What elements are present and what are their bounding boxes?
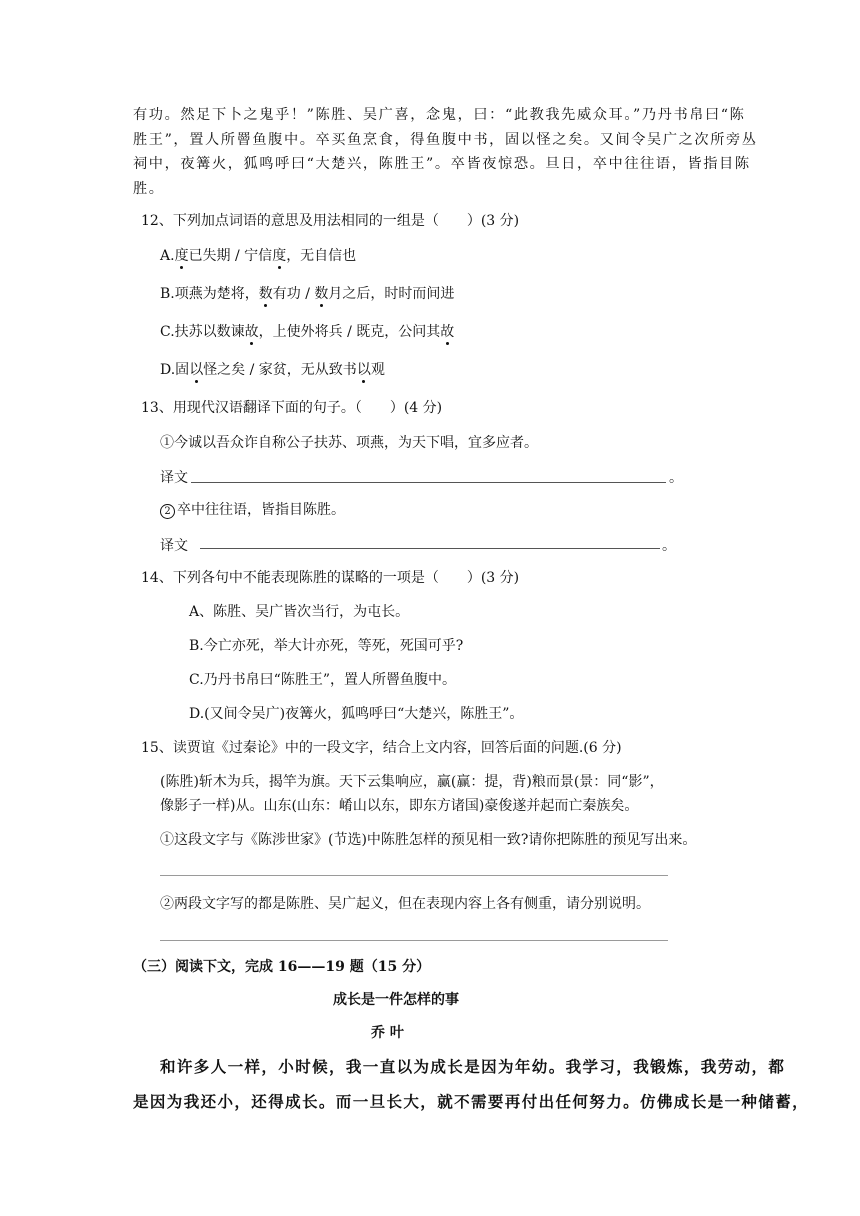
- article-body-line: 和许多人一样，小时候，我一直以为成长是因为年幼。我学习，我锻炼，我劳动，都: [160, 1057, 786, 1076]
- passage-line: 胜王”，置人所罾鱼腹中。卒买鱼烹食，得鱼腹中书，固以怪之矣。又间令吴广之次所旁丛: [133, 132, 758, 148]
- q13-label-2: 译文: [160, 538, 188, 554]
- question-13-stem: 13、用现代汉语翻译下面的句子。（ ）(4 分): [141, 400, 443, 416]
- q13-end-2: 。: [662, 538, 676, 554]
- q13-sentence-2: 2 卒中往往语，皆指目陈胜。: [160, 499, 345, 519]
- passage-line: 有功。然足下卜之鬼乎！”陈胜、吴广喜，念鬼，曰：“此教我先威众耳。”乃丹书帛曰“陈: [133, 107, 746, 123]
- q12-option-d: D.固以怪之矣 / 家贫，无从致书以观: [160, 362, 385, 378]
- article-author: 乔 叶: [371, 1025, 404, 1041]
- q13-sentence-1: ①今诚以吾众诈自称公子扶苏、项燕，为天下唱，宜多应者。: [160, 435, 538, 451]
- passage-line: 祠中，夜篝火，狐鸣呼曰“大楚兴，陈胜王”。卒皆夜惊恐。旦日，卒中往往语，皆指目陈: [133, 156, 751, 172]
- article-title: 成长是一件怎样的事: [333, 992, 459, 1008]
- article-body-line: 是因为我还小，还得成长。而一旦长大，就不需要再付出任何努力。仿佛成长是一种储蓄，: [133, 1092, 810, 1111]
- q13-label-1: 译文: [160, 470, 188, 486]
- question-15-stem: 15、读贾谊《过秦论》中的一段文字，结合上文内容，回答后面的问题.(6 分): [141, 740, 622, 756]
- q14-option-a: A、陈胜、吴广皆次当行，为屯长。: [189, 604, 410, 620]
- answer-line-2[interactable]: [160, 940, 668, 941]
- q14-option-d: D.(又间令吴广)夜篝火，狐鸣呼曰“大楚兴，陈胜王”。: [189, 706, 524, 722]
- section-heading: （三）阅读下文，完成 16——19 题（15 分）: [133, 959, 431, 975]
- q15-quote-line: (陈胜)斩木为兵，揭竿为旗。天下云集响应，赢(赢：提，背)粮而景(景：同“影”，: [160, 774, 664, 790]
- circled-number: 2: [160, 504, 175, 519]
- translation-blank-2[interactable]: [200, 548, 660, 549]
- passage-line: 胜。: [133, 181, 165, 197]
- q12-option-c: C.扶苏以数谏故，上使外将兵 / 既克，公问其故: [160, 324, 455, 340]
- q15-subquestion-2: ②两段文字写的都是陈胜、吴广起义，但在表现内容上各有侧重，请分别说明。: [160, 896, 650, 912]
- translation-blank-1[interactable]: [191, 482, 666, 483]
- q14-option-c: C.乃丹书帛曰“陈胜王”，置人所罾鱼腹中。: [189, 672, 456, 688]
- q14-option-b: B.今亡亦死，举大计亦死，等死，死国可乎?: [189, 638, 464, 654]
- q12-option-a: A.度已失期 / 宁信度，无自信也: [160, 248, 357, 264]
- question-12-stem: 12、下列加点词语的意思及用法相同的一组是（ ）(3 分): [141, 213, 520, 229]
- q15-subquestion-1: ①这段文字与《陈涉世家》(节选)中陈胜怎样的预见相一致?请你把陈胜的预见写出来。: [160, 832, 697, 848]
- q12-option-b: B.项燕为楚将，数有功 / 数月之后，时时而间进: [160, 286, 455, 302]
- answer-line-1[interactable]: [160, 875, 668, 876]
- q15-quote-line: 像影子一样)从。山东(山东：崤山以东，即东方诸国)豪俊遂并起而亡秦族矣。: [160, 798, 639, 814]
- question-14-stem: 14、下列各句中不能表现陈胜的谋略的一项是（ ）(3 分): [141, 570, 520, 586]
- q13-end-1: 。: [669, 470, 683, 486]
